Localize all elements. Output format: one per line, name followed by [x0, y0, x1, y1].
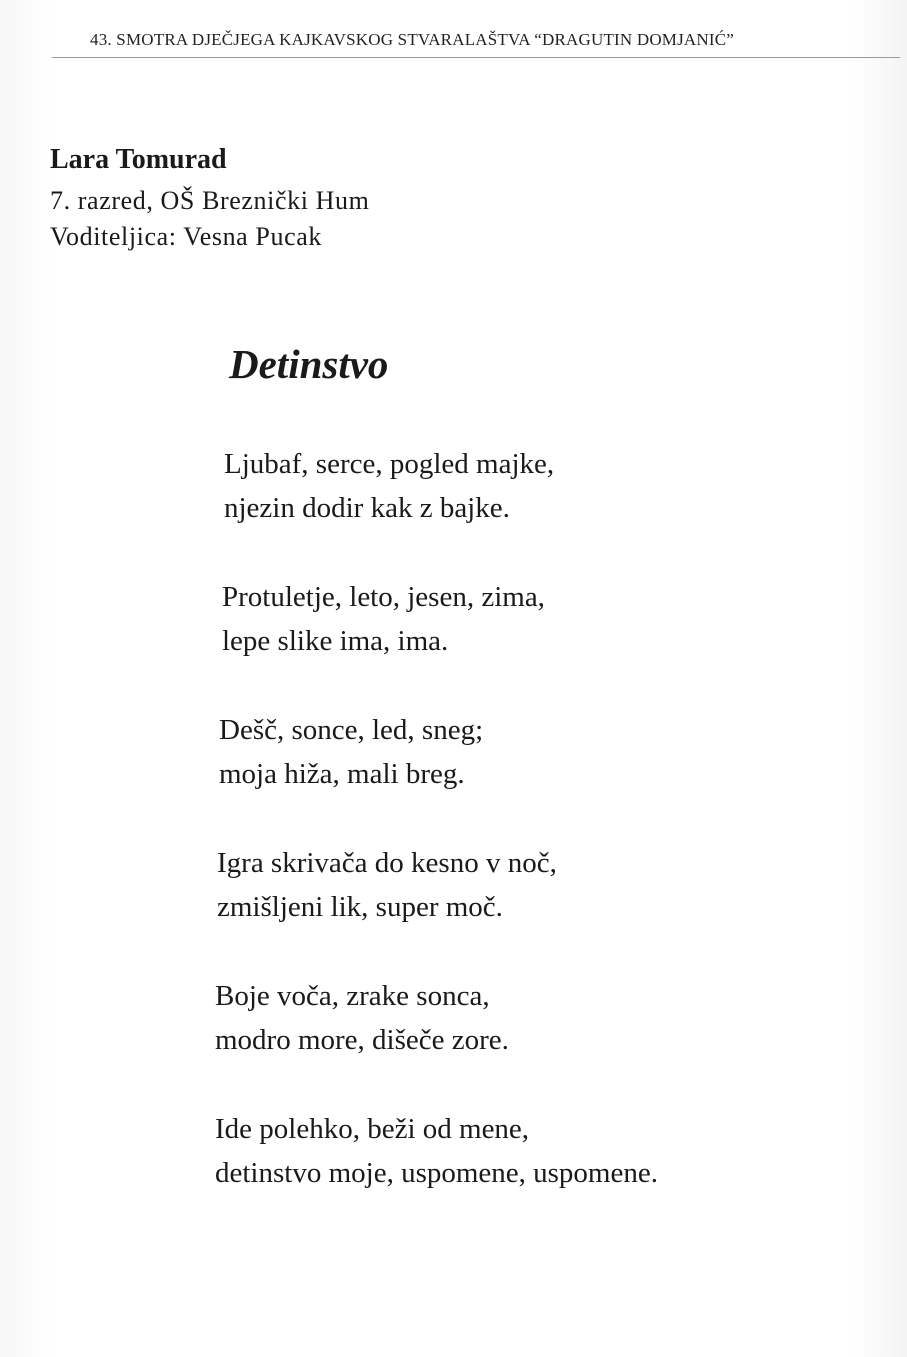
author-class-school: 7. razred, OŠ Breznički Hum	[50, 186, 370, 215]
verse-line: moja hiža, mali breg.	[219, 758, 465, 790]
stanza-6	[215, 1107, 865, 1195]
stanza-1	[224, 442, 865, 530]
verse-line: Ide polehko, beži od mene,	[215, 1113, 530, 1145]
verse-line: njezin dodir kak z bajke.	[224, 492, 510, 524]
verse-line: Igra skrivača do kesno v noč,	[217, 847, 557, 879]
verse-line: Ljubaf, serce, pogled majke,	[224, 448, 555, 480]
verse-line: Boje voča, zrake sonca,	[215, 980, 490, 1012]
stanza-5	[215, 974, 865, 1062]
running-header-title: 43. SMOTRA DJEČJEGA KAJKAVSKOG STVARALAŠTVA “DRAGUTIN DOMJANIĆ”	[90, 30, 735, 49]
verse-line: zmišljeni lik, super moč.	[217, 891, 503, 923]
poem	[215, 338, 865, 1240]
stanza-3	[219, 708, 865, 796]
header-rule	[52, 57, 900, 58]
author-mentor: Voditeljica: Vesna Pucak	[50, 222, 322, 251]
author-block	[50, 143, 550, 255]
running-header	[52, 30, 902, 60]
verse-line: modro more, dišeče zore.	[215, 1024, 509, 1056]
verse-line: Protuletje, leto, jesen, zima,	[222, 581, 545, 613]
verse-line: Dešč, sonce, led, sneg;	[219, 714, 484, 746]
stanza-4	[217, 841, 865, 929]
poem-title: Detinstvo	[229, 341, 389, 387]
verse-line: lepe slike ima, ima.	[222, 625, 449, 657]
verse-line: detinstvo moje, uspomene, uspomene.	[215, 1157, 658, 1189]
author-name: Lara Tomurad	[50, 144, 227, 175]
stanza-2	[222, 575, 865, 663]
